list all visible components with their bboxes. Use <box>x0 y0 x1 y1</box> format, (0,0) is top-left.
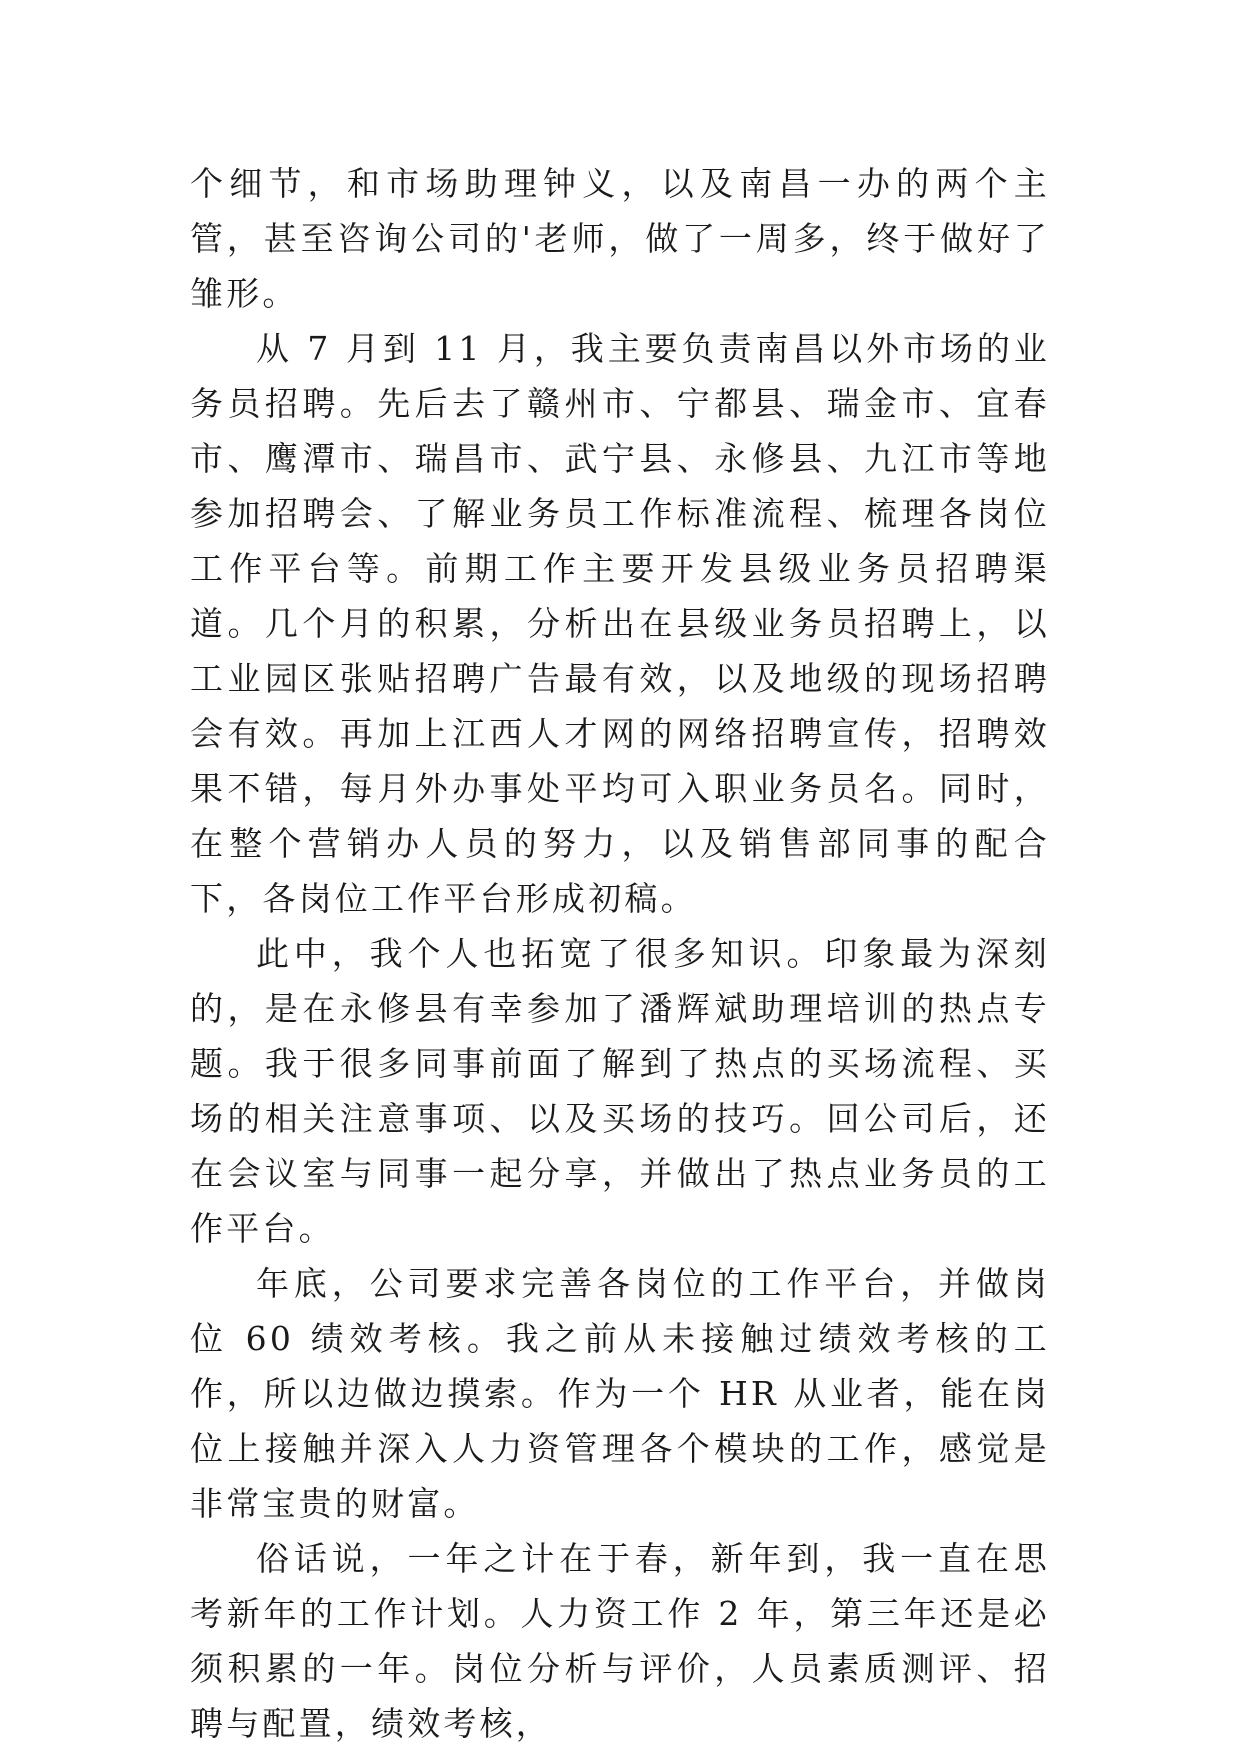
paragraph-3: 此中，我个人也拓宽了很多知识。印象最为深刻的，是在永修县有幸参加了潘辉斌助理培训的热点专题。我于很多同事前面了解到了热点的买场流程、买场的相关注意事项、以及买场的技巧。回公司后，还在会议室与同事一起分享，并做出了热点业务员的工作平台。 <box>190 934 1050 1248</box>
paragraph-1: 个细节，和市场助理钟义，以及南昌一办的两个主管，甚至咨询公司的'老师，做了一周多，终于做好了雏形。 <box>190 164 1050 313</box>
document-body <box>190 156 1050 1751</box>
paragraph-5: 俗话说，一年之计在于春，新年到，我一直在思考新年的工作计划。人力资工作 2 年，第三年还是必须积累的一年。岗位分析与评价，人员素质测评、招聘与配置，绩效考核， <box>190 1539 1050 1743</box>
paragraph-2: 从 7 月到 11 月，我主要负责南昌以外市场的业务员招聘。先后去了赣州市、宁都县、瑞金市、宜春市、鹰潭市、瑞昌市、武宁县、永修县、九江市等地参加招聘会、了解业务员工作标准流程、梳理各岗位工作平台等。前期工作主要开发县级业务员招聘渠道。几个月的积累，分析出在县级业务员招聘上，以工业园区张贴招聘广告最有效，以及地级的现场招聘会有效。再加上江西人才网的网络招聘宣传，招聘效果不错，每月外办事处平均可入职业务员名。同时，在整个营销办人员的努力，以及销售部同事的配合下，各岗位工作平台形成初稿。 <box>190 329 1050 918</box>
paragraph-4: 年底，公司要求完善各岗位的工作平台，并做岗位 60 绩效考核。我之前从未接触过绩效考核的工作，所以边做边摸索。作为一个 HR 从业者，能在岗位上接触并深入人力资管理各个模块的工作，感觉是非常宝贵的财富。 <box>190 1264 1050 1523</box>
